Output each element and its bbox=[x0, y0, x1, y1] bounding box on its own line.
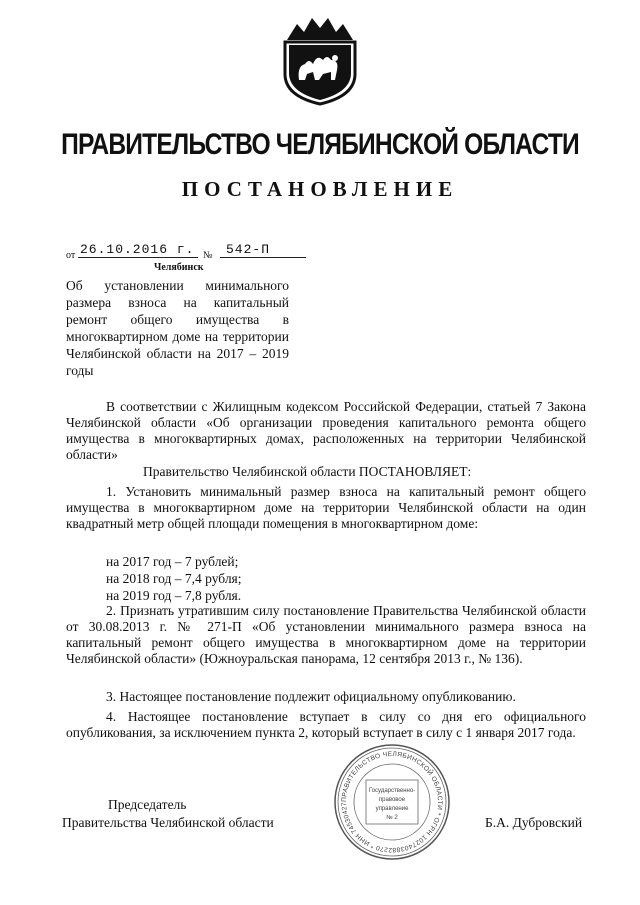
resolution-statement: Правительство Челябинской области ПОСТАНОВЛЯЕТ: bbox=[143, 464, 472, 479]
government-title: ПРАВИТЕЛЬСТВО ЧЕЛЯБИНСКОЙ ОБЛАСТИ bbox=[61, 128, 579, 161]
official-stamp-icon bbox=[332, 742, 452, 862]
preamble: В соответствии с Жилищным кодексом Российской Федерации, статьей 7 Закона Челябинской области «Об организации проведения капитального ремонта общего имущества в многоквартирных домах, расположенных на территории Челябинской области» bbox=[66, 399, 586, 462]
signatory-role-line-2: Правительства Челябинской области bbox=[62, 815, 274, 830]
document-subject: Об установлении минимального размера взноса на капитальный ремонт общего имущества в многоквартирном доме на территории Челябинской области на 2017 – 2019 годы bbox=[66, 278, 289, 378]
rate-2019: на 2019 год – 7,8 рубля. bbox=[106, 588, 242, 603]
item-1: 1. Установить минимальный размер взноса на капитальный ремонт общего имущества в многоквартирном доме на территории Челябинской области на один квадратный метр общей площади помещения в многоквартирном доме: bbox=[66, 484, 586, 531]
number-underline bbox=[220, 257, 306, 258]
rate-2018: на 2018 год – 7,4 рубля; bbox=[106, 571, 242, 586]
city: Челябинск bbox=[154, 262, 204, 273]
stamp-center-line-2: правовое bbox=[378, 797, 406, 803]
coat-of-arms-icon bbox=[279, 14, 361, 106]
date-prefix: от bbox=[66, 250, 76, 261]
document-date: 26.10.2016 г. bbox=[80, 242, 195, 257]
stamp-center-line-4: № 2 bbox=[386, 815, 398, 821]
document-number: 542-П bbox=[226, 242, 271, 257]
signatory-name: Б.А. Дубровский bbox=[485, 815, 583, 830]
item-4: 4. Настоящее постановление вступает в силу со дня его официального опубликования, за исключением пункта 2, который вступает в силу с 1 января 2017 года. bbox=[66, 709, 586, 740]
stamp-ring-text: ПРАВИТЕЛЬСТВО ЧЕЛЯБИНСКОЙ ОБЛАСТИ * ОГРН 1027403882270 * ИНН 74530427 bbox=[340, 750, 444, 854]
item-2: 2. Признать утратившим силу постановление Правительства Челябинской области от 30.08.2013 г. № 271-П «Об установлении минимального размера взноса на капитальный ремонт общего имущества в многоквартирном доме на территории Челябинской области» (Южноуральская панорама, 12 сентября 2013 г., № 136). bbox=[66, 603, 586, 666]
document-type: ПОСТАНОВЛЕНИЕ bbox=[181, 177, 459, 201]
stamp-center-line-3: управление bbox=[375, 806, 409, 812]
signatory-role-line-1: Председатель bbox=[108, 797, 187, 812]
item-3: 3. Настоящее постановление подлежит официальному опубликованию. bbox=[106, 689, 516, 704]
number-prefix: № bbox=[203, 250, 213, 261]
rate-2017: на 2017 год – 7 рублей; bbox=[106, 554, 239, 569]
stamp-center-line-1: Государственно- bbox=[368, 788, 416, 794]
date-underline bbox=[78, 257, 198, 258]
